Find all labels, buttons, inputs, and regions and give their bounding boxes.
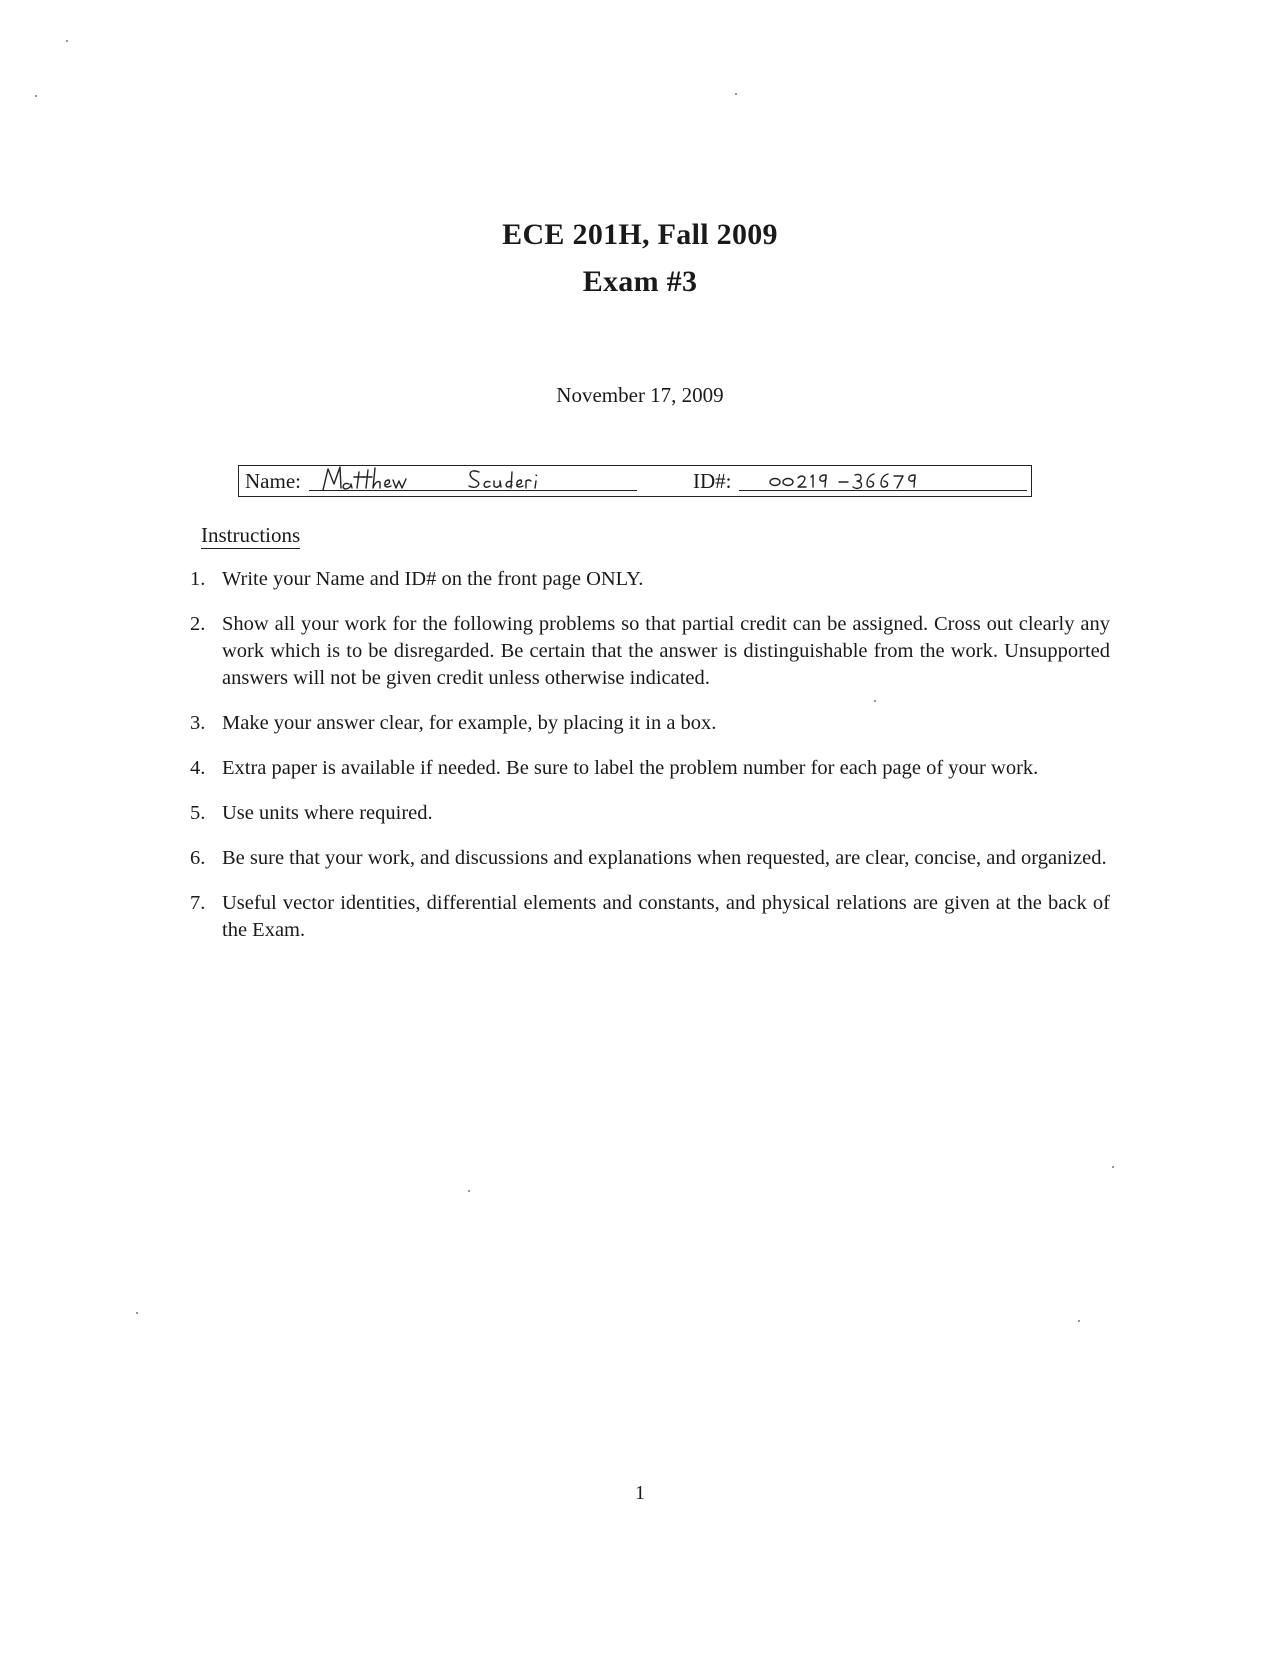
scan-speck [35,95,37,97]
instructions-heading: Instructions [201,523,301,547]
item-text: Be sure that your work, and discussions and explanations when requested, are clear, concise, and organized. [222,847,1107,869]
scan-speck [1078,1320,1080,1322]
item-text: Make your answer clear, for example, by placing it in a box. [222,712,717,734]
exam-title: Exam #3 [582,265,698,298]
item-number: 2. [190,613,206,635]
instructions-list [190,566,1110,962]
exam-date: November 17, 2009 [556,383,724,407]
scan-speck [468,1190,470,1192]
page-number: 1 [635,1482,645,1504]
item-text: Use units where required. [222,802,433,824]
scan-speck [874,700,876,702]
item-text: Useful vector identities, differential elements and constants, and physical relations are given at the back of the Exam. [222,892,1110,941]
scan-speck [735,93,737,95]
course-title: ECE 201H, Fall 2009 [502,218,778,251]
item-number: 3. [190,712,206,734]
item-text: Write your Name and ID# on the front page ONLY. [222,568,644,590]
item-text: Show all your work for the following problems so that partial credit can be assigned. Cross out clearly any work which is to be disregarded. Be certain that the answer is distinguishable from the work. Unsupported answers will not be given credit unless otherwise indicated. [222,613,1110,689]
scan-speck [66,40,68,42]
list-item [190,611,1110,692]
id-label: ID#: [693,469,732,493]
list-item [190,566,1110,593]
item-text: Extra paper is available if needed. Be sure to label the problem number for each page of your work. [222,757,1039,779]
list-item [190,890,1110,944]
scan-speck [1112,1166,1114,1168]
name-label: Name: [245,469,301,493]
item-number: 6. [190,847,206,869]
item-number: 4. [190,757,206,779]
scan-speck [136,1312,138,1314]
item-number: 7. [190,892,206,914]
list-item [190,800,1110,827]
list-item [190,710,1110,737]
name-id-box [238,465,1032,497]
id-handwriting [767,460,957,494]
item-number: 5. [190,802,206,824]
list-item [190,755,1110,782]
item-number: 1. [190,568,206,590]
list-item [190,845,1110,872]
name-handwriting [319,460,559,494]
